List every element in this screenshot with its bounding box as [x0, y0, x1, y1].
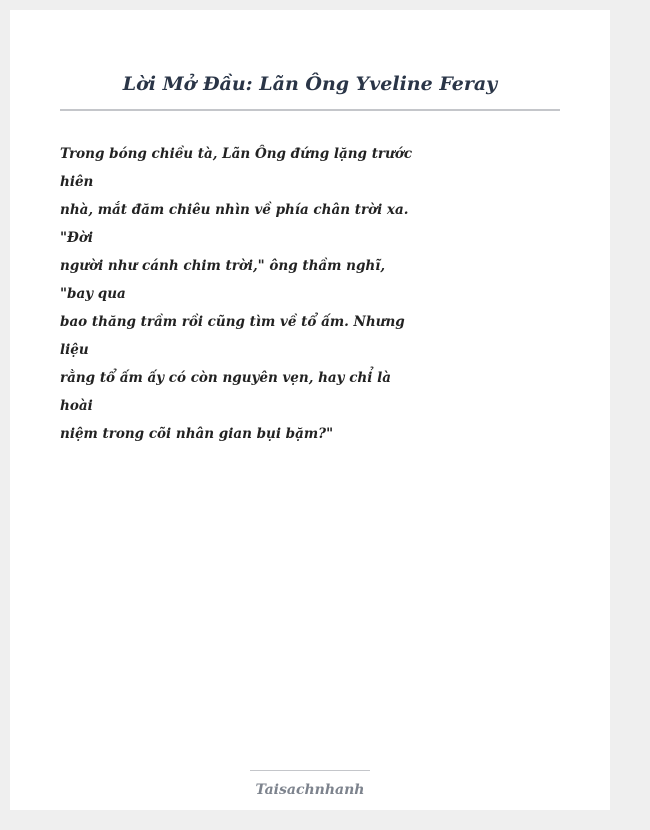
text-line: nhà, mắt đăm chiêu nhìn về phía chân trời xa.: [60, 202, 409, 218]
body-text: [60, 140, 413, 448]
text-line: hiên: [60, 174, 94, 190]
text-line: hoài: [60, 398, 93, 414]
footer-watermark: Taisachnhanh: [255, 782, 365, 798]
footer-divider: [250, 770, 370, 771]
text-line: Trong bóng chiều tà, Lãn Ông đứng lặng trước: [60, 146, 413, 162]
text-line: "bay qua: [60, 286, 126, 302]
text-line: rằng tổ ấm ấy có còn nguyên vẹn, hay chỉ là: [60, 370, 391, 386]
text-line: người như cánh chim trời," ông thầm nghĩ,: [60, 258, 386, 274]
title-divider: [60, 109, 560, 111]
text-line: bao thăng trầm rồi cũng tìm về tổ ấm. Nhưng: [60, 314, 405, 330]
text-line: niệm trong cõi nhân gian bụi bặm?": [60, 426, 334, 442]
chapter-title: Lời Mở Đầu: Lãn Ông Yveline Feray: [122, 73, 498, 95]
document-page: [10, 10, 610, 810]
text-line: liệu: [60, 342, 89, 358]
text-line: "Đời: [60, 230, 93, 246]
